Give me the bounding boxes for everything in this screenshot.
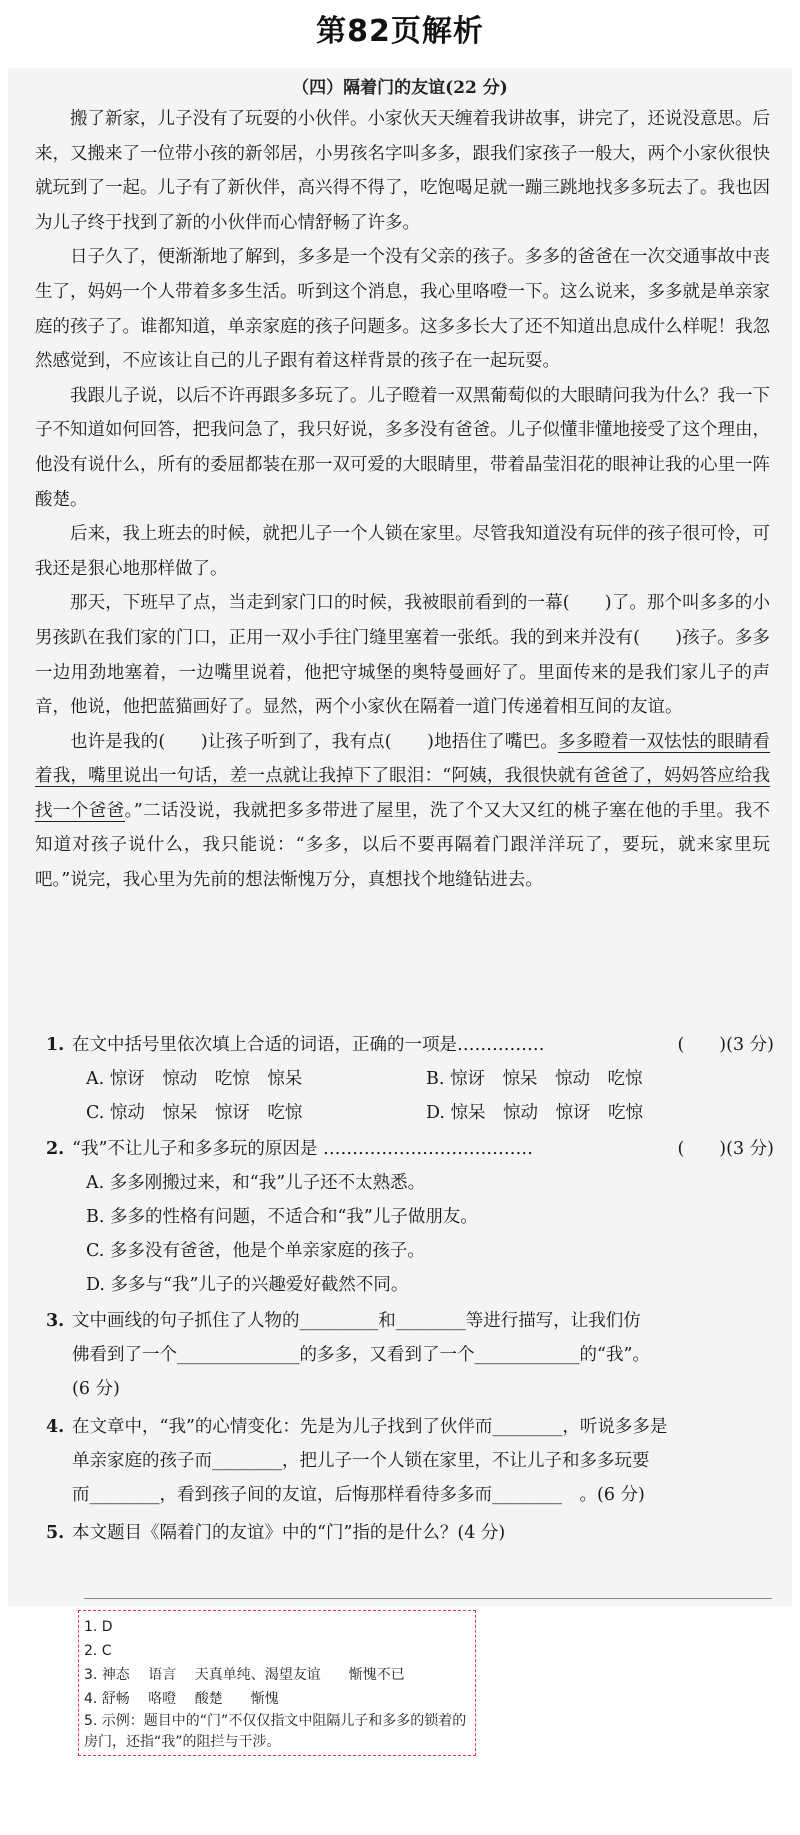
q1-option-a[interactable]: A. 惊讶 惊动 吃惊 惊呆 <box>86 1069 303 1089</box>
answer-1: 1. D <box>84 1619 113 1635</box>
answer-3: 3. 神态 语言 天真单纯、渴望友谊 惭愧不已 <box>84 1667 405 1683</box>
question-1-number: 1. <box>46 1035 65 1055</box>
q1-option-b[interactable]: B. 惊讶 惊呆 惊动 吃惊 <box>426 1069 643 1089</box>
answer-4: 4. 舒畅 咯噔 酸楚 惭愧 <box>84 1691 279 1707</box>
paragraph-6-intro: 也许是我的( )让孩子听到了，我有点( )地捂住了嘴巴。 <box>70 731 558 752</box>
q2-option-b[interactable]: B. 多多的性格有问题，不适合和“我”儿子做朋友。 <box>86 1207 478 1227</box>
question-2-dots: ……………………………… <box>322 1139 533 1159</box>
page-title: 第82页解析 <box>316 14 484 49</box>
q2-option-c[interactable]: C. 多多没有爸爸，他是个单亲家庭的孩子。 <box>86 1241 425 1261</box>
question-4-number: 4. <box>46 1417 65 1437</box>
question-3-number: 3. <box>46 1311 65 1331</box>
question-2 <box>46 1132 774 1166</box>
question-4-line-1[interactable]: 在文章中，“我”的心情变化：先是为儿子找到了伙伴而________，听说多多是 <box>72 1417 668 1437</box>
passage-paragraph-4: 后来，我上班去的时候，就把儿子一个人锁在家里。尽管我知道没有玩伴的孩子很可怜，可我还是狠心地那样做了。 <box>35 524 770 579</box>
q2-option-a[interactable]: A. 多多刚搬过来，和“我”儿子还不太熟悉。 <box>86 1173 426 1193</box>
question-4-line-3[interactable]: 而________，看到孩子间的友谊，后悔那样看待多多而________ 。(6 分) <box>72 1485 645 1505</box>
question-3-line-1[interactable]: 文中画线的句子抓住了人物的_________和________等进行描写，让我们仿 <box>72 1311 641 1331</box>
question-5-stem: 本文题目《隔着门的友谊》中的“门”指的是什么？(4 分) <box>72 1523 506 1543</box>
passage-paragraph-3: 我跟儿子说，以后不许再跟多多玩了。儿子瞪着一双黑葡萄似的大眼睛问我为什么？我一下子不知道如何回答，把我问急了，我只好说，多多没有爸爸。儿子似懂非懂地接受了这个理由，他没有说什么，所有的委屈都装在那一双可爱的大眼睛里，带着晶莹泪花的眼神让我的心里一阵酸楚。 <box>35 385 770 510</box>
passage-paragraph-6 <box>35 725 770 898</box>
question-1-dots: …………… <box>457 1035 545 1055</box>
question-2-number: 2. <box>46 1139 65 1159</box>
question-2-answer-bracket[interactable]: ( )(3 分) <box>677 1139 774 1159</box>
question-1-stem: 在文中括号里依次填上合适的词语，正确的一项是 <box>72 1035 457 1055</box>
question-1 <box>46 1028 774 1062</box>
question-3-score: (6 分) <box>72 1379 120 1399</box>
paragraph-6-rest: 。”二话没说，我就把多多带进了屋里，洗了个又大又红的桃子塞在他的手里。我不知道对孩子说什么，我只能说：“多多，以后不要再隔着门跟洋洋玩了，要玩，就来家里玩吧。”说完，我心里为先前的想法惭愧万分，真想找个地缝钻进去。 <box>35 800 770 891</box>
question-2-stem: “我”不让儿子和多多玩的原因是 <box>72 1139 318 1159</box>
question-4-line-2[interactable]: 单亲家庭的孩子而________，把儿子一个人锁在家里，不让儿子和多多玩要 <box>72 1451 650 1471</box>
question-3-line-2[interactable]: 佛看到了一个______________的多多，又看到了一个____________的“我”。 <box>72 1345 650 1365</box>
passage <box>35 102 770 898</box>
q1-option-c[interactable]: C. 惊动 惊呆 惊讶 吃惊 <box>86 1103 303 1123</box>
question-5-answer-line[interactable] <box>84 1598 772 1599</box>
question-3 <box>46 1304 774 1406</box>
answer-2: 2. C <box>84 1643 112 1659</box>
q1-option-d[interactable]: D. 惊呆 惊动 惊讶 吃惊 <box>426 1103 644 1123</box>
question-1-answer-bracket[interactable]: ( )(3 分) <box>677 1035 774 1055</box>
question-4 <box>46 1410 774 1512</box>
passage-paragraph-5: 那天，下班早了点，当走到家门口的时候，我被眼前看到的一幕( )了。那个叫多多的小男孩趴在我们家的门口，正用一双小手往门缝里塞着一张纸。我的到来并没有( )孩子。多多一边用劲地塞着，一边嘴里说着，他把守城堡的奥特曼画好了。里面传来的是我们家儿子的声音，他说，他把蓝猫画好了。显然，两个小家伙在隔着一道门传递着相互间的友谊。 <box>35 593 770 718</box>
underlined-sentence: 多多瞪着一双怯怯的眼睛看着我，嘴里说出一句话，差一点就让我掉下了眼泪：“阿姨，我很快就有爸爸了，妈妈答应给我找一个爸爸 <box>35 731 770 821</box>
question-5 <box>46 1516 774 1550</box>
answer-5: 5. 示例：题目中的“门”不仅仅指文中阻隔儿子和多多的锁着的房门，还指“我”的阻拦与干涉。 <box>84 1713 467 1750</box>
passage-paragraph-1: 搬了新家，儿子没有了玩耍的小伙伴。小家伙天天缠着我讲故事，讲完了，还说没意思。后来，又搬来了一位带小孩的新邻居，小男孩名字叫多多，跟我们家孩子一般大，两个小家伙很快就玩到了一起。儿子有了新伙伴，高兴得不得了，吃饱喝足就一蹦三跳地找多多玩去了。我也因为儿子终于找到了新的小伙伴而心情舒畅了许多。 <box>35 109 770 233</box>
answer-key-box <box>78 1610 476 1756</box>
q2-option-d[interactable]: D. 多多与“我”儿子的兴趣爱好截然不同。 <box>86 1275 409 1295</box>
section-title: （四）隔着门的友谊(22 分) <box>292 78 508 98</box>
passage-paragraph-2: 日子久了，便渐渐地了解到，多多是一个没有父亲的孩子。多多的爸爸在一次交通事故中丧生了，妈妈一个人带着多多生活。听到这个消息，我心里咯噔一下。这么说来，多多就是单亲家庭的孩子了。谁都知道，单亲家庭的孩子问题多。这多多长大了还不知道出息成什么样呢！我忽然感觉到，不应该让自己的儿子跟有着这样背景的孩子在一起玩耍。 <box>35 247 770 372</box>
question-5-number: 5. <box>46 1523 65 1543</box>
